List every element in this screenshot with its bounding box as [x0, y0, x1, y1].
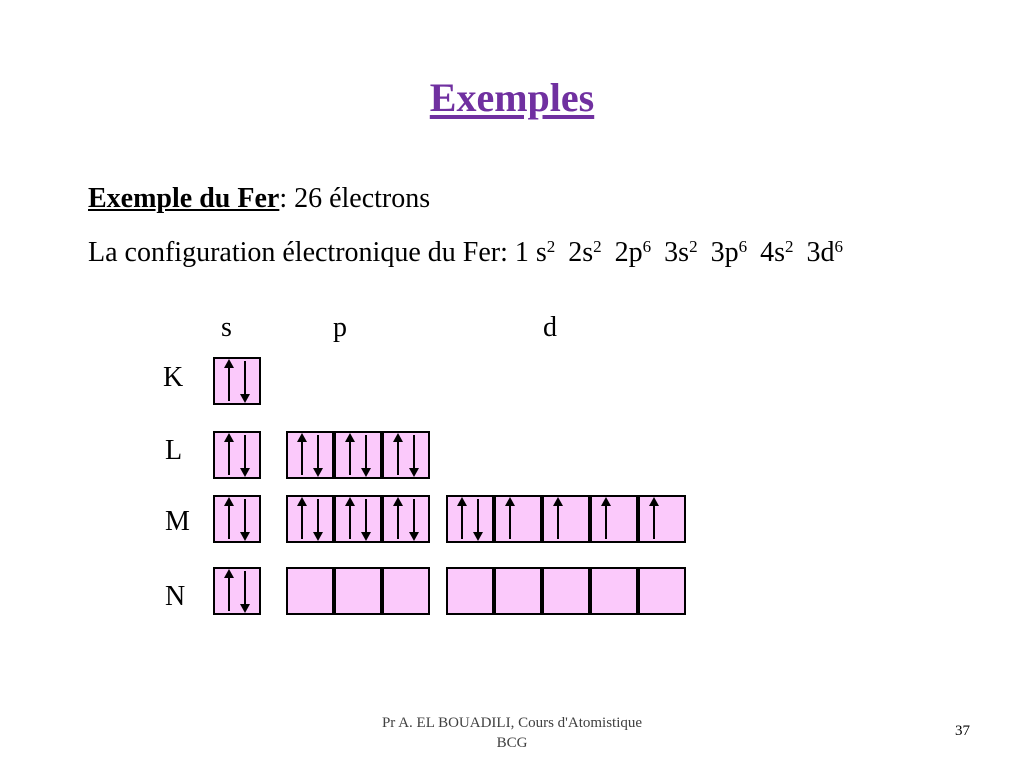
example-text: : 26 électrons: [279, 183, 431, 214]
arrow-up-icon: [228, 361, 230, 401]
configuration-exponent: 6: [642, 237, 652, 256]
configuration-term: $3p^6$: [710, 237, 748, 268]
arrow-down-icon: [244, 571, 246, 611]
arrow-up-icon: [397, 435, 399, 475]
configuration-term: $3s^2$: [664, 237, 698, 268]
arrow-down-icon: [413, 499, 415, 539]
arrow-down-icon: [413, 435, 415, 475]
arrow-up-icon: [461, 499, 463, 539]
orbital-box-s: [213, 431, 261, 479]
orbital-box-d: [542, 567, 590, 615]
orbital-box-d: [638, 567, 686, 615]
arrow-down-icon: [317, 435, 319, 475]
orbital-box-p: [382, 495, 430, 543]
orbital-box-d: [638, 495, 686, 543]
configuration-term: $2s^2$: [568, 237, 602, 268]
orbital-box-s: [213, 357, 261, 405]
configuration-term: $3d^6$: [806, 237, 843, 268]
arrow-down-icon: [365, 499, 367, 539]
arrow-up-icon: [349, 435, 351, 475]
shell-label: K: [163, 362, 184, 393]
configuration-label: La configuration électronique du Fer:: [88, 237, 508, 268]
orbital-box-d: [494, 567, 542, 615]
orbital-box-p: [382, 431, 430, 479]
orbital-box-d: [494, 495, 542, 543]
configuration-line: [88, 237, 849, 269]
orbital-box-s: [213, 495, 261, 543]
footer-text: [352, 713, 672, 753]
configuration-terms: [515, 237, 849, 268]
subshell-label-d: d: [543, 312, 557, 343]
subshell-label-p: p: [333, 312, 347, 343]
arrow-up-icon: [605, 499, 607, 539]
slide-title: Exemples: [429, 75, 595, 120]
arrow-down-icon: [244, 361, 246, 401]
arrow-up-icon: [349, 499, 351, 539]
configuration-exponent: 2: [784, 237, 794, 256]
arrow-up-icon: [301, 499, 303, 539]
configuration-exponent: 6: [738, 237, 748, 256]
orbital-box-d: [446, 567, 494, 615]
arrow-down-icon: [477, 499, 479, 539]
orbital-box-d: [542, 495, 590, 543]
orbital-box-p: [382, 567, 430, 615]
orbital-box-d: [446, 495, 494, 543]
arrow-up-icon: [653, 499, 655, 539]
orbital-box-d: [590, 567, 638, 615]
orbital-box-s: [213, 567, 261, 615]
configuration-term: $4s^2$: [760, 237, 794, 268]
arrow-up-icon: [228, 499, 230, 539]
arrow-up-icon: [397, 499, 399, 539]
arrow-up-icon: [557, 499, 559, 539]
shell-label: M: [165, 506, 190, 537]
orbital-box-p: [334, 495, 382, 543]
configuration-exponent: 6: [834, 237, 843, 256]
arrow-up-icon: [228, 435, 230, 475]
configuration-exponent: 2: [689, 237, 698, 256]
orbital-box-d: [590, 495, 638, 543]
orbital-box-p: [286, 431, 334, 479]
arrow-up-icon: [228, 571, 230, 611]
footer-subtitle: BCG: [496, 735, 528, 751]
configuration-exponent: 2: [593, 237, 602, 256]
configuration-term: 1 $s^2$: [514, 237, 556, 268]
footer-author: Pr A. EL BOUADILI, Cours d'Atomistique: [381, 715, 643, 731]
orbital-box-p: [334, 567, 382, 615]
orbital-box-p: [286, 567, 334, 615]
orbital-box-p: [286, 495, 334, 543]
example-label: Exemple du Fer: [88, 183, 280, 214]
orbital-box-p: [334, 431, 382, 479]
arrow-up-icon: [301, 435, 303, 475]
example-line: [88, 183, 430, 215]
arrow-down-icon: [317, 499, 319, 539]
arrow-up-icon: [509, 499, 511, 539]
shell-label: N: [165, 581, 186, 612]
configuration-term: $2p^6$: [614, 237, 652, 268]
arrow-down-icon: [365, 435, 367, 475]
arrow-down-icon: [244, 499, 246, 539]
subshell-label-s: s: [221, 312, 232, 343]
configuration-exponent: 2: [546, 237, 556, 256]
page-number: 37: [955, 723, 970, 739]
arrow-down-icon: [244, 435, 246, 475]
shell-label: L: [165, 435, 183, 466]
